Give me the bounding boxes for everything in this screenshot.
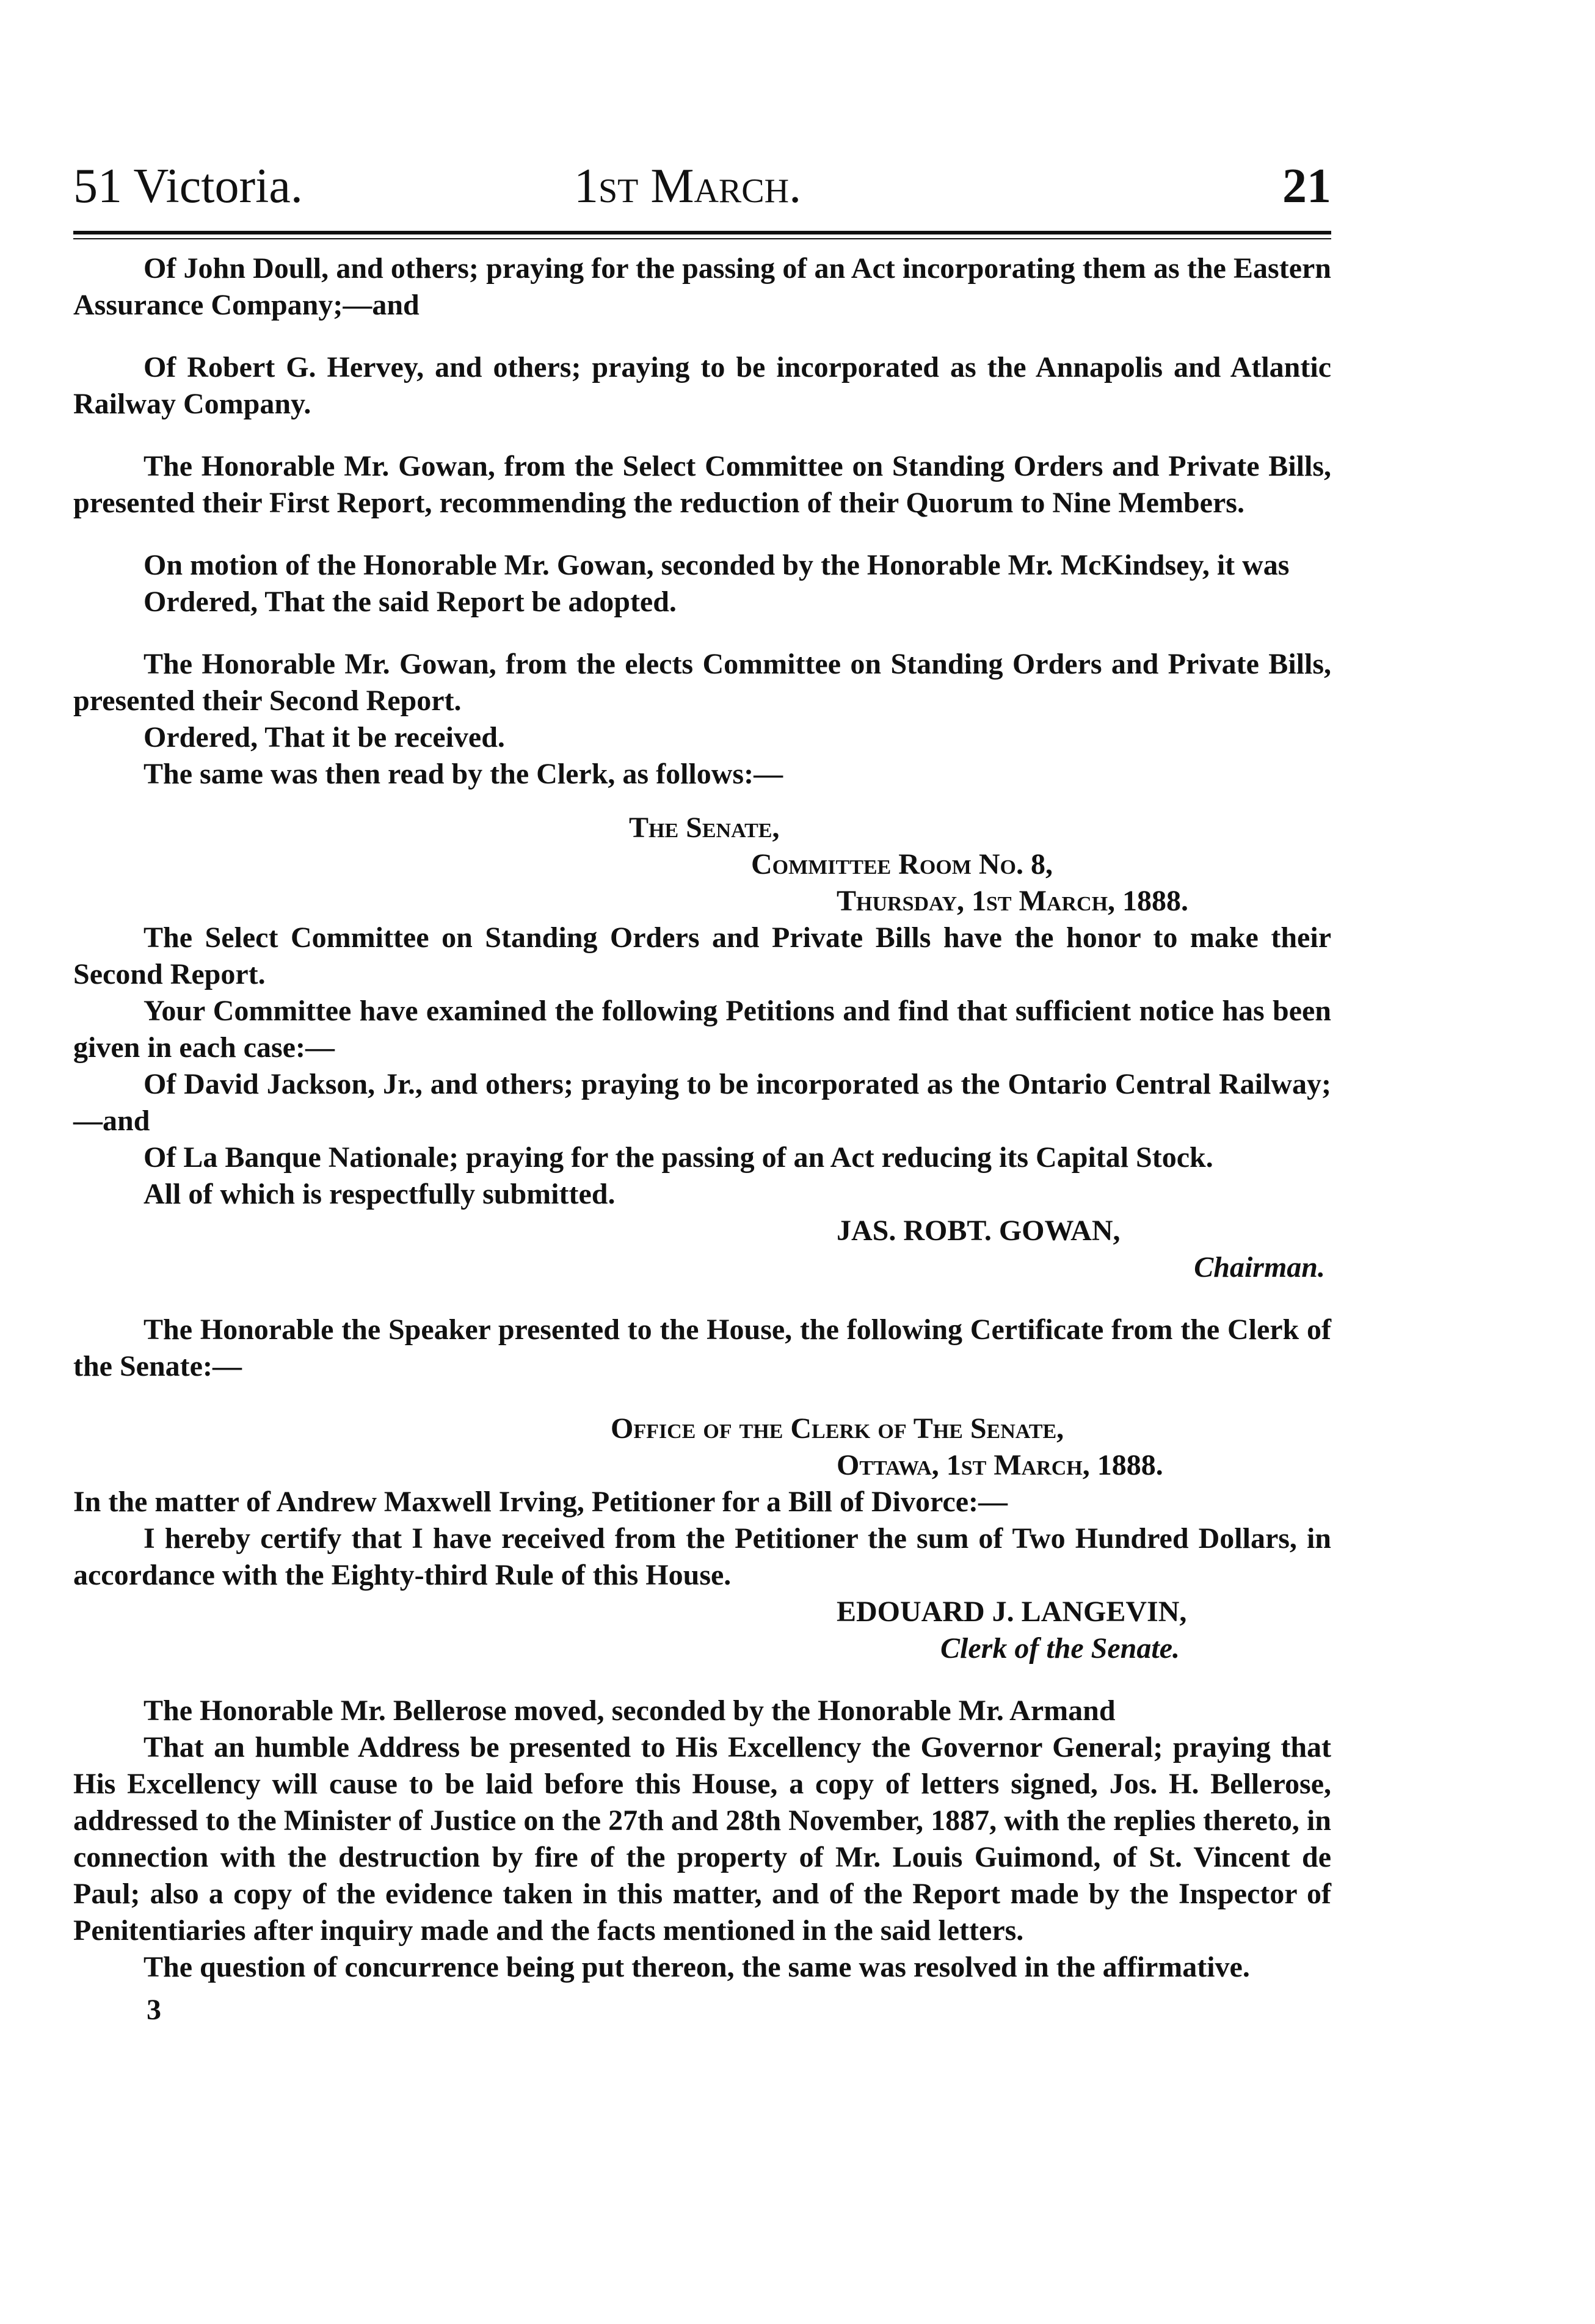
certificate-signature-name: EDOUARD J. LANGEVIN,	[837, 1596, 1187, 1628]
petition-doull: Of John Doull, and others; praying for the passing of an Act incorporating them as the Eastern Assurance Company;—and	[73, 252, 1331, 321]
certificate-addr-office: Office of the Clerk of The Senate,	[611, 1412, 1064, 1445]
address-resolution: That an humble Address be presented to His Excellency the Governor General; praying that His Excellency will cause to be laid before this House, a copy of letters signed, Jos. H. Bellerose, addressed to the Minister of Justice on the 27th and 28th November, 1887, with the replies thereto, in connection with the destruction by fire of the property of Mr. Louis Guimond, of St. Vincent de Paul; also a copy of the evidence taken in this matter, and of the Report made by the Inspector of Penitentiaries after inquiry made and the facts mentioned in the said letters.	[73, 1731, 1331, 1947]
certificate-intro: The Honorable the Speaker presented to the House, the following Certificate from the Clerk of the Senate:—	[73, 1313, 1331, 1382]
signature-mark: 3	[147, 1994, 161, 2026]
first-report-paragraph: The Honorable Mr. Gowan, from the Select Committee on Standing Orders and Private Bills, presented their First Report, recommending the reduction of their Quorum to Nine Members.	[73, 450, 1331, 519]
certificate-matter: In the matter of Andrew Maxwell Irving, Petitioner for a Bill of Divorce:—	[73, 1486, 1008, 1518]
header-page-number: 21	[1282, 159, 1331, 213]
report-signature-title: Chairman.	[1194, 1251, 1325, 1284]
report-petition-banque: Of La Banque Nationale; praying for the passing of an Act reducing its Capital Stock.	[144, 1141, 1213, 1174]
header-rule-thick	[73, 231, 1331, 234]
page-body	[73, 250, 1331, 2028]
report-addr-date: Thursday, 1st March, 1888.	[837, 885, 1189, 917]
order-adopted: Ordered, That the said Report be adopted.	[144, 586, 677, 618]
certificate-signature-title: Clerk of the Senate.	[940, 1632, 1180, 1665]
header-date: 1st March.	[574, 159, 802, 213]
petition-hervey: Of Robert G. Hervey, and others; praying to be incorporated as the Annapolis and Atlantic Railway Company.	[73, 351, 1331, 420]
report-petition-jackson: Of David Jackson, Jr., and others; praying to be incorporated as the Ontario Central Railway;—and	[73, 1068, 1331, 1137]
report-addr-senate: The Senate,	[629, 812, 780, 844]
second-report-paragraph: The Honorable Mr. Gowan, from the elects Committee on Standing Orders and Private Bills, presented their Second Report.	[73, 648, 1331, 717]
report-address	[73, 810, 1331, 920]
certificate-addr-date: Ottawa, 1st March, 1888.	[837, 1449, 1163, 1481]
motion-bellerose: The Honorable Mr. Bellerose moved, seconded by the Honorable Mr. Armand	[144, 1694, 1116, 1727]
read-by-clerk: The same was then read by the Clerk, as follows:—	[144, 758, 783, 790]
motion-gowan: On motion of the Honorable Mr. Gowan, seconded by the Honorable Mr. McKindsey, it was	[144, 549, 1290, 581]
report-signature-name: JAS. ROBT. GOWAN,	[837, 1215, 1121, 1247]
question-concurrence: The question of concurrence being put thereon, the same was resolved in the affirmative.	[144, 1951, 1250, 1983]
page-header	[73, 153, 1331, 220]
order-received: Ordered, That it be received.	[144, 721, 505, 753]
report-intro: The Select Committee on Standing Orders and Private Bills have the honor to make their Second Report.	[73, 921, 1331, 990]
report-examined: Your Committee have examined the following Petitions and find that sufficient notice has been given in each case:—	[73, 995, 1331, 1064]
certificate-body: I hereby certify that I have received from the Petitioner the sum of Two Hundred Dollars, in accordance with the Eighty-third Rule of this House.	[73, 1522, 1331, 1591]
report-submitted: All of which is respectfully submitted.	[144, 1178, 616, 1210]
header-session: 51 Victoria.	[73, 159, 303, 213]
header-rule-thin	[73, 238, 1331, 239]
report-addr-room: Committee Room No. 8,	[751, 848, 1053, 881]
